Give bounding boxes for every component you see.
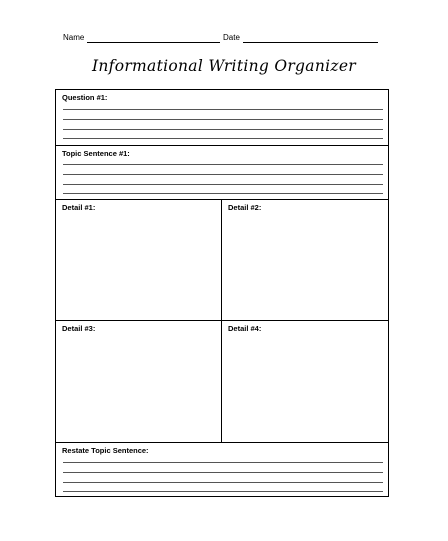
- detail-2-label: Detail #2:: [228, 203, 262, 212]
- question-line-3[interactable]: [63, 129, 383, 130]
- detail-1-box[interactable]: [56, 200, 222, 321]
- topic-sentence-section: [56, 146, 388, 200]
- page-title: Informational Writing Organizer: [91, 57, 357, 75]
- question-label: Question #1:: [62, 93, 108, 102]
- details-grid: [56, 200, 388, 443]
- detail-4-box[interactable]: [222, 321, 388, 442]
- question-line-2[interactable]: [63, 119, 383, 120]
- date-label: Date: [223, 33, 240, 42]
- writing-organizer: [55, 89, 389, 497]
- detail-3-label: Detail #3:: [62, 324, 96, 333]
- question-line-1[interactable]: [63, 109, 383, 110]
- restate-section: [56, 443, 388, 496]
- question-section: [56, 90, 388, 146]
- name-label: Name: [63, 33, 85, 42]
- restate-line-1[interactable]: [63, 462, 383, 463]
- restate-label: Restate Topic Sentence:: [62, 446, 149, 455]
- topic-line-2[interactable]: [63, 174, 383, 175]
- topic-sentence-label: Topic Sentence #1:: [62, 149, 130, 158]
- question-line-4[interactable]: [63, 138, 383, 139]
- date-field[interactable]: [243, 42, 378, 43]
- detail-4-label: Detail #4:: [228, 324, 262, 333]
- restate-line-4[interactable]: [63, 491, 383, 492]
- topic-line-1[interactable]: [63, 164, 383, 165]
- detail-1-label: Detail #1:: [62, 203, 96, 212]
- name-date-line: [63, 33, 383, 47]
- detail-3-box[interactable]: [56, 321, 222, 442]
- detail-2-box[interactable]: [222, 200, 388, 321]
- name-field[interactable]: [87, 42, 220, 43]
- topic-line-3[interactable]: [63, 184, 383, 185]
- restate-line-2[interactable]: [63, 472, 383, 473]
- topic-line-4[interactable]: [63, 193, 383, 194]
- restate-line-3[interactable]: [63, 482, 383, 483]
